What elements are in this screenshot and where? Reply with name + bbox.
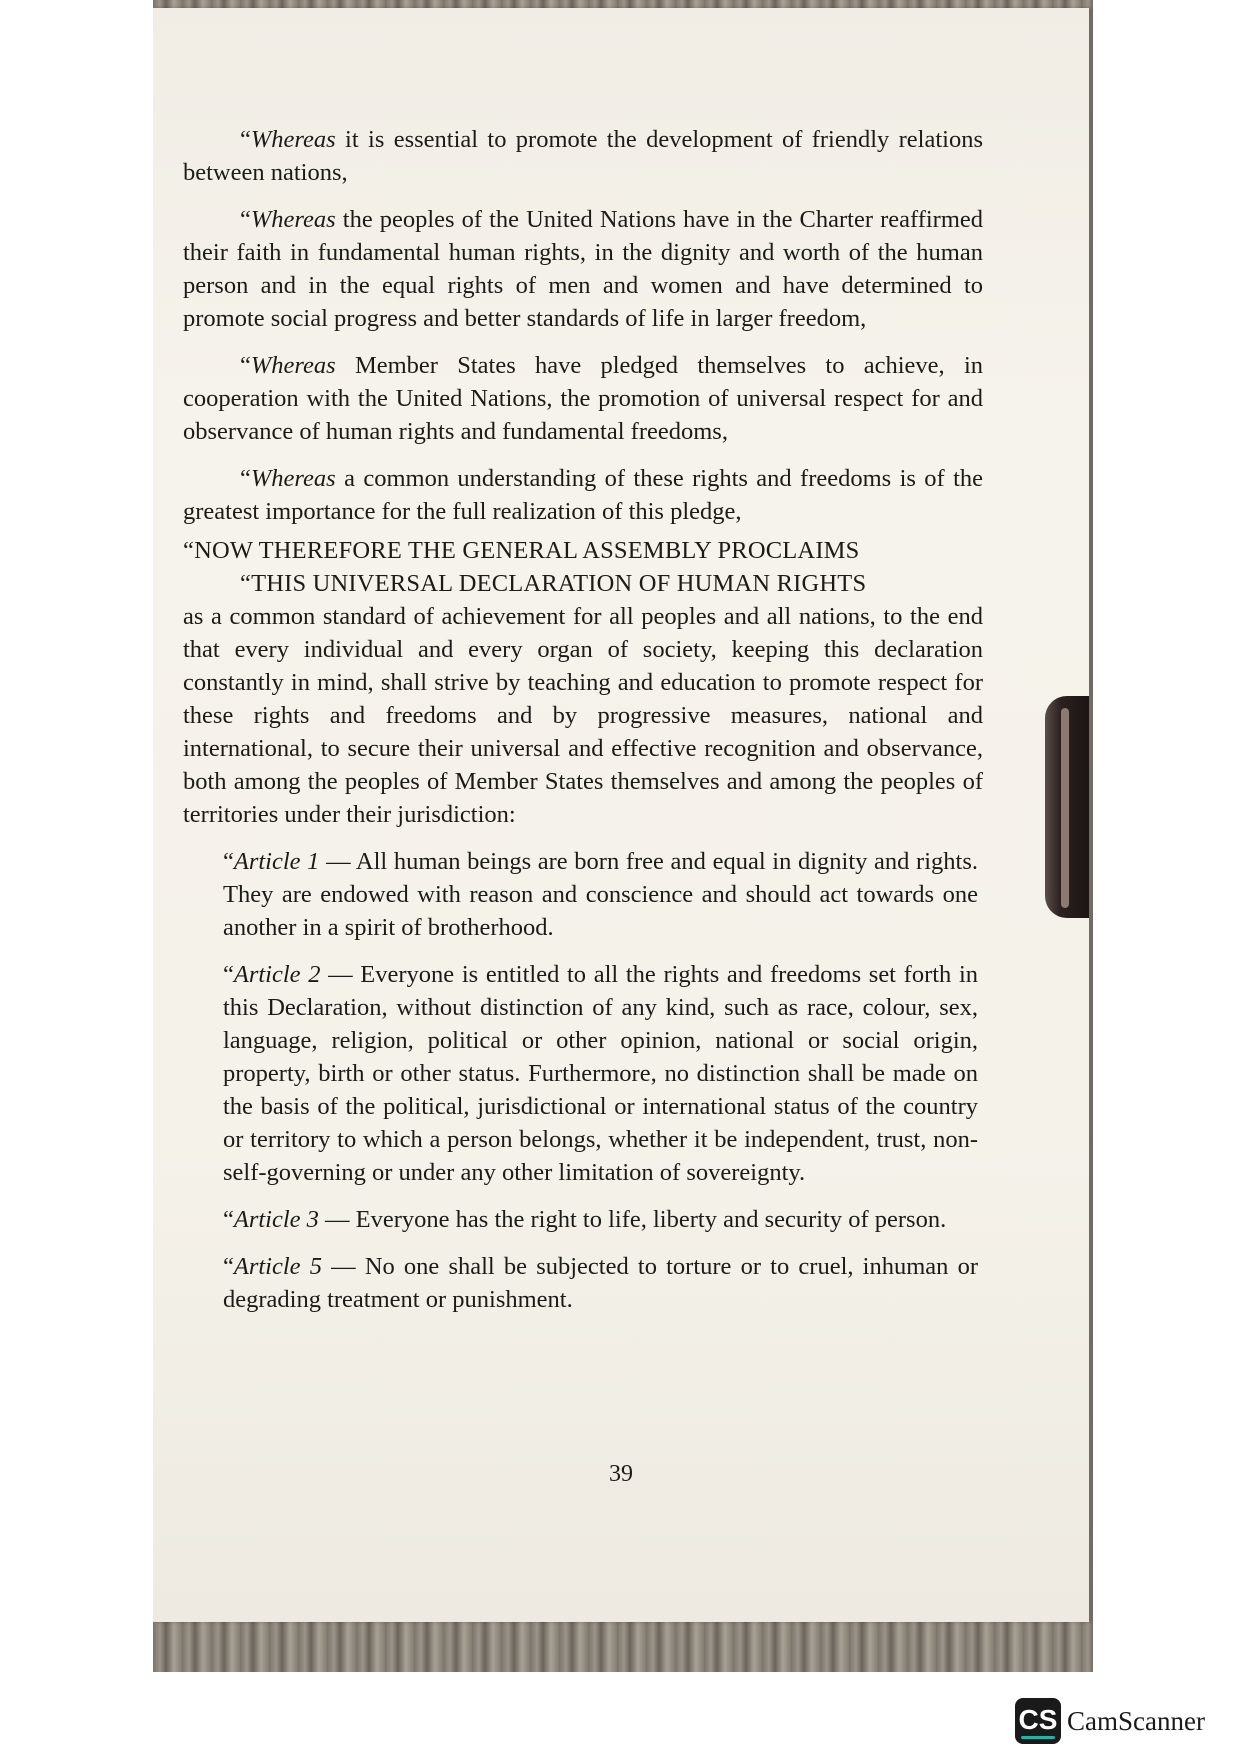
camscanner-logo-icon: CS	[1015, 1698, 1061, 1744]
article-label: Article 1	[233, 848, 320, 875]
whereas-keyword: Whereas	[250, 352, 336, 379]
bookmark-clip-edge	[1061, 708, 1069, 908]
article-label: Article 5	[233, 1253, 322, 1280]
whereas-paragraph-2: “Whereas the peoples of the United Nations have in the Charter reaffirmed their faith in fundamental human rights, in the dignity and worth of the human person and in the equal rights of men and women and have determined to promote social progress and better standards of life in larger freedom,	[183, 206, 983, 332]
book-photo	[153, 0, 1093, 1672]
articles-list	[223, 845, 978, 1316]
declaration-title: “THIS UNIVERSAL DECLARATION OF HUMAN RIGHTS	[240, 570, 867, 597]
article-1: “Article 1 — All human beings are born free and equal in dignity and rights. They are endowed with reason and conscience and should act towards one another in a spirit of brotherhood.	[223, 848, 978, 941]
article-5: “Article 5 — No one shall be subjected to torture or to cruel, inhuman or degrading treatment or punishment.	[223, 1253, 978, 1313]
whereas-keyword: Whereas	[250, 126, 336, 153]
page-text	[183, 123, 983, 1316]
camscanner-brand-name: CamScanner	[1067, 1705, 1205, 1736]
article-label: Article 3	[233, 1206, 319, 1233]
whereas-paragraph-3: “Whereas Member States have pledged themselves to achieve, in cooperation with the United Nations, the promotion of universal respect for and observance of human rights and fundamental freedoms,	[183, 352, 983, 445]
article-2: “Article 2 — Everyone is entitled to all the rights and freedoms set forth in this Declaration, without distinction of any kind, such as race, colour, sex, language, religion, political or other opinion, national or social origin, property, birth or other status. Furthermore, no distinction shall be made on the basis of the political, jurisdictional or international status of the country or territory to which a person belongs, whether it be independent, trust, non-self-governing or under any other limitation of sovereignty.	[223, 961, 979, 1186]
whereas-paragraph-4: “Whereas a common understanding of these rights and freedoms is of the greatest importance for the full realization of this pledge,	[183, 465, 983, 525]
page-number: 39	[609, 1461, 633, 1487]
proclamation-heading: “NOW THEREFORE THE GENERAL ASSEMBLY PROCLAIMS	[183, 537, 860, 564]
whereas-keyword: Whereas	[250, 465, 336, 492]
declaration-body: as a common standard of achievement for all peoples and all nations, to the end that every individual and every organ of society, keeping this declaration constantly in mind, shall strive by teaching and education to promote respect for these rights and freedoms and by progressive measures, national and international, to secure their universal and effective recognition and observance, both among the peoples of Member States themselves and among the peoples of territories under their jurisdiction:	[183, 603, 983, 828]
whereas-keyword: Whereas	[250, 206, 336, 233]
camscanner-watermark	[1015, 1698, 1205, 1744]
article-3: “Article 3 — Everyone has the right to life, liberty and security of person.	[223, 1206, 947, 1233]
whereas-paragraph-1: “Whereas it is essential to promote the development of friendly relations between nations,	[183, 126, 983, 186]
article-label: Article 2	[233, 961, 321, 988]
book-page	[153, 8, 1089, 1622]
